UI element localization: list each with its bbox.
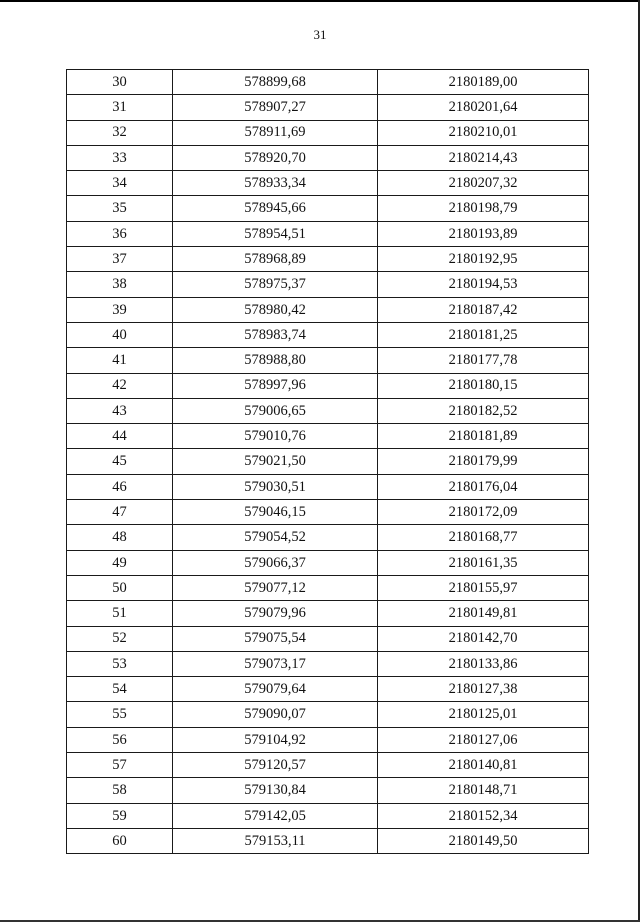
y-coordinate-cell: 2180155,97 bbox=[378, 575, 589, 600]
table-row bbox=[67, 297, 589, 322]
x-coordinate-cell: 579079,64 bbox=[173, 677, 378, 702]
x-coordinate-cell: 579120,57 bbox=[173, 753, 378, 778]
x-coordinate-cell: 579090,07 bbox=[173, 702, 378, 727]
y-coordinate-cell: 2180149,50 bbox=[378, 828, 589, 853]
point-number-cell: 39 bbox=[67, 297, 173, 322]
point-number-cell: 46 bbox=[67, 474, 173, 499]
x-coordinate-cell: 579066,37 bbox=[173, 550, 378, 575]
point-number-cell: 50 bbox=[67, 575, 173, 600]
point-number-cell: 40 bbox=[67, 322, 173, 347]
table-row bbox=[67, 525, 589, 550]
x-coordinate-cell: 579006,65 bbox=[173, 398, 378, 423]
x-coordinate-cell: 578968,89 bbox=[173, 247, 378, 272]
point-number-cell: 57 bbox=[67, 753, 173, 778]
y-coordinate-cell: 2180152,34 bbox=[378, 803, 589, 828]
point-number-cell: 51 bbox=[67, 601, 173, 626]
point-number-cell: 60 bbox=[67, 828, 173, 853]
x-coordinate-cell: 579130,84 bbox=[173, 778, 378, 803]
point-number-cell: 33 bbox=[67, 145, 173, 170]
x-coordinate-cell: 579073,17 bbox=[173, 651, 378, 676]
table-row bbox=[67, 196, 589, 221]
table-row bbox=[67, 424, 589, 449]
table-row bbox=[67, 626, 589, 651]
x-coordinate-cell: 578988,80 bbox=[173, 348, 378, 373]
y-coordinate-cell: 2180168,77 bbox=[378, 525, 589, 550]
table-row bbox=[67, 702, 589, 727]
x-coordinate-cell: 578907,27 bbox=[173, 95, 378, 120]
table-row bbox=[67, 398, 589, 423]
table-row bbox=[67, 221, 589, 246]
y-coordinate-cell: 2180180,15 bbox=[378, 373, 589, 398]
x-coordinate-cell: 578980,42 bbox=[173, 297, 378, 322]
point-number-cell: 42 bbox=[67, 373, 173, 398]
page-number: 31 bbox=[313, 27, 327, 42]
point-number-cell: 30 bbox=[67, 70, 173, 95]
point-number-cell: 52 bbox=[67, 626, 173, 651]
table-row bbox=[67, 651, 589, 676]
y-coordinate-cell: 2180187,42 bbox=[378, 297, 589, 322]
point-number-cell: 56 bbox=[67, 727, 173, 752]
table-row bbox=[67, 727, 589, 752]
y-coordinate-cell: 2180214,43 bbox=[378, 145, 589, 170]
y-coordinate-cell: 2180127,38 bbox=[378, 677, 589, 702]
x-coordinate-cell: 578954,51 bbox=[173, 221, 378, 246]
x-coordinate-cell: 579077,12 bbox=[173, 575, 378, 600]
page-edge-top bbox=[0, 0, 640, 2]
point-number-cell: 31 bbox=[67, 95, 173, 120]
y-coordinate-cell: 2180179,99 bbox=[378, 449, 589, 474]
table-row bbox=[67, 601, 589, 626]
x-coordinate-cell: 579153,11 bbox=[173, 828, 378, 853]
point-number-cell: 45 bbox=[67, 449, 173, 474]
x-coordinate-cell: 578911,69 bbox=[173, 120, 378, 145]
y-coordinate-cell: 2180198,79 bbox=[378, 196, 589, 221]
point-number-cell: 59 bbox=[67, 803, 173, 828]
x-coordinate-cell: 578997,96 bbox=[173, 373, 378, 398]
y-coordinate-cell: 2180172,09 bbox=[378, 500, 589, 525]
point-number-cell: 47 bbox=[67, 500, 173, 525]
y-coordinate-cell: 2180193,89 bbox=[378, 221, 589, 246]
point-number-cell: 53 bbox=[67, 651, 173, 676]
y-coordinate-cell: 2180148,71 bbox=[378, 778, 589, 803]
x-coordinate-cell: 579054,52 bbox=[173, 525, 378, 550]
y-coordinate-cell: 2180181,25 bbox=[378, 322, 589, 347]
point-number-cell: 43 bbox=[67, 398, 173, 423]
y-coordinate-cell: 2180210,01 bbox=[378, 120, 589, 145]
point-number-cell: 32 bbox=[67, 120, 173, 145]
coordinates-table bbox=[66, 69, 589, 854]
table-row bbox=[67, 778, 589, 803]
table-row bbox=[67, 474, 589, 499]
table-row bbox=[67, 803, 589, 828]
table-row bbox=[67, 500, 589, 525]
point-number-cell: 44 bbox=[67, 424, 173, 449]
table-row bbox=[67, 322, 589, 347]
table-row bbox=[67, 828, 589, 853]
y-coordinate-cell: 2180194,53 bbox=[378, 272, 589, 297]
y-coordinate-cell: 2180201,64 bbox=[378, 95, 589, 120]
point-number-cell: 49 bbox=[67, 550, 173, 575]
point-number-cell: 37 bbox=[67, 247, 173, 272]
table-row bbox=[67, 145, 589, 170]
point-number-cell: 41 bbox=[67, 348, 173, 373]
table-row bbox=[67, 449, 589, 474]
table-row bbox=[67, 373, 589, 398]
x-coordinate-cell: 579104,92 bbox=[173, 727, 378, 752]
table-row bbox=[67, 677, 589, 702]
table-row bbox=[67, 171, 589, 196]
y-coordinate-cell: 2180177,78 bbox=[378, 348, 589, 373]
table-row bbox=[67, 70, 589, 95]
x-coordinate-cell: 578945,66 bbox=[173, 196, 378, 221]
point-number-cell: 34 bbox=[67, 171, 173, 196]
x-coordinate-cell: 579046,15 bbox=[173, 500, 378, 525]
table-row bbox=[67, 753, 589, 778]
table-row bbox=[67, 550, 589, 575]
x-coordinate-cell: 579030,51 bbox=[173, 474, 378, 499]
table-row bbox=[67, 575, 589, 600]
y-coordinate-cell: 2180182,52 bbox=[378, 398, 589, 423]
point-number-cell: 48 bbox=[67, 525, 173, 550]
y-coordinate-cell: 2180181,89 bbox=[378, 424, 589, 449]
y-coordinate-cell: 2180161,35 bbox=[378, 550, 589, 575]
x-coordinate-cell: 578899,68 bbox=[173, 70, 378, 95]
x-coordinate-cell: 579079,96 bbox=[173, 601, 378, 626]
table-row bbox=[67, 120, 589, 145]
x-coordinate-cell: 579021,50 bbox=[173, 449, 378, 474]
point-number-cell: 54 bbox=[67, 677, 173, 702]
table-row bbox=[67, 247, 589, 272]
point-number-cell: 38 bbox=[67, 272, 173, 297]
y-coordinate-cell: 2180133,86 bbox=[378, 651, 589, 676]
point-number-cell: 55 bbox=[67, 702, 173, 727]
point-number-cell: 58 bbox=[67, 778, 173, 803]
y-coordinate-cell: 2180176,04 bbox=[378, 474, 589, 499]
x-coordinate-cell: 579075,54 bbox=[173, 626, 378, 651]
y-coordinate-cell: 2180127,06 bbox=[378, 727, 589, 752]
x-coordinate-cell: 579010,76 bbox=[173, 424, 378, 449]
table-row bbox=[67, 95, 589, 120]
y-coordinate-cell: 2180140,81 bbox=[378, 753, 589, 778]
x-coordinate-cell: 578975,37 bbox=[173, 272, 378, 297]
x-coordinate-cell: 578920,70 bbox=[173, 145, 378, 170]
y-coordinate-cell: 2180142,70 bbox=[378, 626, 589, 651]
x-coordinate-cell: 579142,05 bbox=[173, 803, 378, 828]
table-row bbox=[67, 272, 589, 297]
point-number-cell: 35 bbox=[67, 196, 173, 221]
x-coordinate-cell: 578933,34 bbox=[173, 171, 378, 196]
coordinates-table-body bbox=[67, 70, 589, 854]
y-coordinate-cell: 2180189,00 bbox=[378, 70, 589, 95]
y-coordinate-cell: 2180125,01 bbox=[378, 702, 589, 727]
table-row bbox=[67, 348, 589, 373]
y-coordinate-cell: 2180192,95 bbox=[378, 247, 589, 272]
y-coordinate-cell: 2180149,81 bbox=[378, 601, 589, 626]
point-number-cell: 36 bbox=[67, 221, 173, 246]
y-coordinate-cell: 2180207,32 bbox=[378, 171, 589, 196]
x-coordinate-cell: 578983,74 bbox=[173, 322, 378, 347]
